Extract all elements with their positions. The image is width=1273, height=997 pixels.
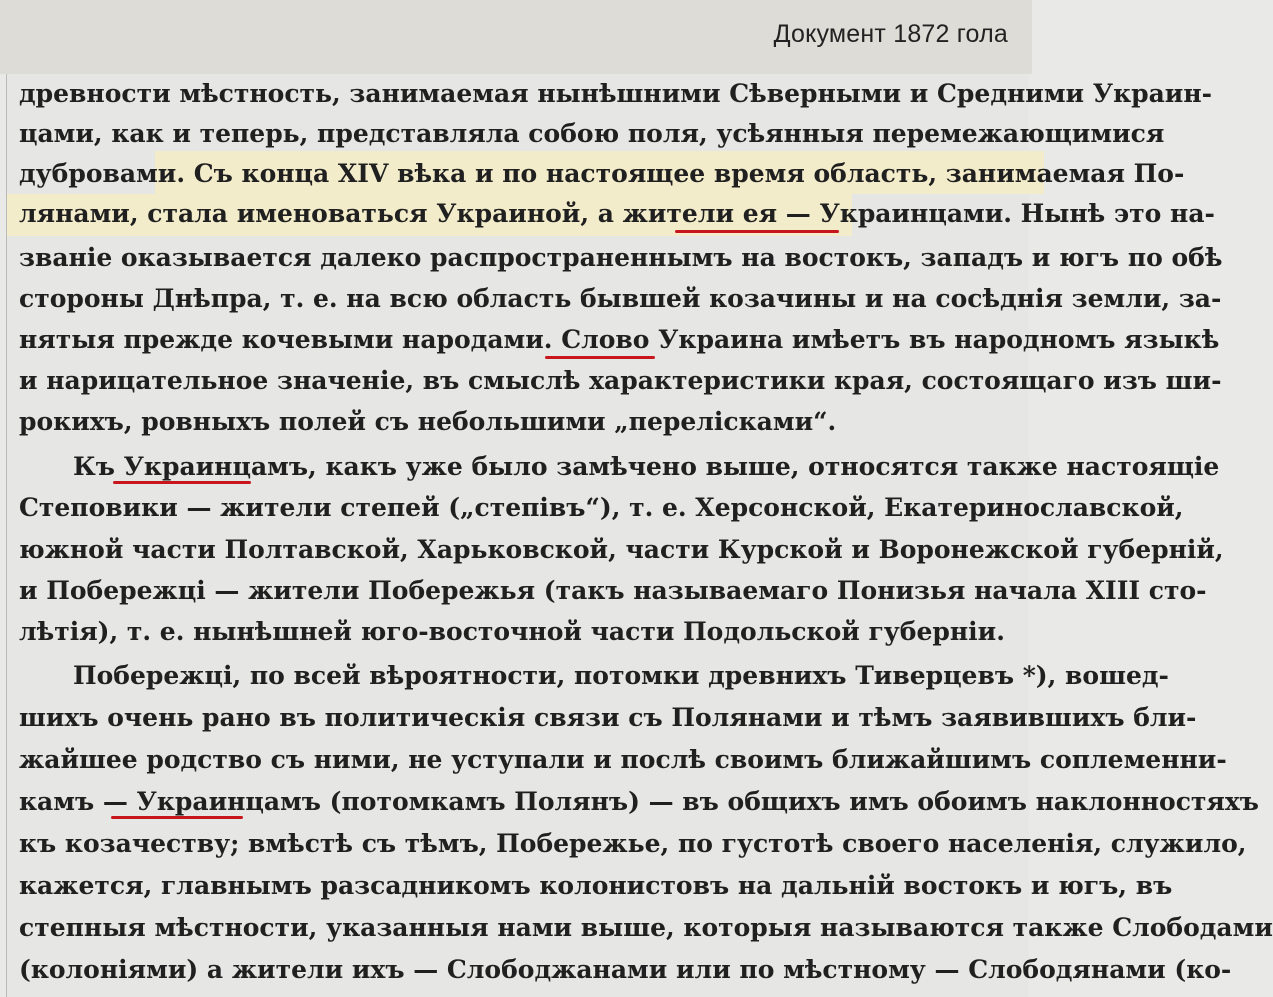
text-line: званіе оказывается далеко распространеннымъ на востокъ, западъ и югъ по обѣ [19, 243, 1223, 272]
red-underline [675, 230, 839, 233]
text-line: дубровами. Съ конца XIV вѣка и по настоящее время область, занимаемая По- [19, 159, 1185, 188]
text-line: жайшее родство съ ними, не уступали и послѣ своимъ ближайшимъ соплеменни- [19, 745, 1227, 774]
text-line: цами, как и теперь, представляла собою поля, усѣянныя перемежающимися [19, 119, 1165, 148]
text-line: рокихъ, ровныхъ полей съ небольшими „перелісками“. [19, 407, 837, 436]
text-line: и нарицательное значеніе, въ смыслѣ характеристики края, состоящаго изъ ши- [19, 366, 1222, 395]
text-line: кажется, главнымъ разсадникомъ колонистовъ на дальній востокъ и югъ, въ [19, 871, 1173, 900]
text-line: южной части Полтавской, Харьковской, части Курской и Воронежской губерній, [19, 535, 1224, 564]
text-line: шихъ очень рано въ политическія связи съ Полянами и тѣмъ заявившихъ бли- [19, 703, 1197, 732]
text-line: Степовики — жители степей („степівъ“), т. е. Херсонской, Екатеринославской, [19, 493, 1184, 522]
text-line: и Побережці — жители Побережья (такъ называемаго Понизья начала XIII сто- [19, 576, 1207, 605]
text-line: Къ Украинцамъ, какъ уже было замѣчено выше, относятся также настоящіе [73, 452, 1220, 481]
red-underline [545, 356, 655, 359]
text-line: стороны Днѣпра, т. е. на всю область бывшей козачины и на сосѣднія земли, за- [19, 284, 1222, 313]
text-line: лянами, стала именоваться Украиной, а жители ея — Украинцами. Нынѣ это на- [19, 199, 1215, 228]
text-line: древности мѣстность, занимаемая нынѣшними Сѣверными и Средними Украин- [19, 79, 1213, 108]
caption-bar [0, 0, 1032, 74]
text-line: лѣтія), т. е. нынѣшней юго-восточной части Подольской губерніи. [19, 617, 1005, 646]
text-line: камъ — Украинцамъ (потомкамъ Полянъ) — въ общихъ имъ обоимъ наклонностяхъ [19, 787, 1259, 816]
text-line: къ козачеству; вмѣстѣ съ тѣмъ, Побережье, по густотѣ своего населенія, служило, [19, 829, 1247, 858]
text-line: степныя мѣстности, указанныя нами выше, которыя называются также Слободами [19, 913, 1273, 942]
red-underline [111, 816, 243, 819]
text-line: (колоніями) а жители ихъ — Слободжанами или по мѣстному — Слободянами (ко- [19, 955, 1232, 984]
red-underline [113, 481, 251, 484]
text-line: нятыя прежде кочевыми народами. Слово Украина имѣетъ въ народномъ языкѣ [19, 325, 1220, 354]
document-page [6, 74, 1273, 997]
text-line: Побережці, по всей вѣроятности, потомки древнихъ Тиверцевъ *), вошед- [73, 661, 1169, 690]
caption-title: Документ 1872 гола [773, 20, 1008, 48]
